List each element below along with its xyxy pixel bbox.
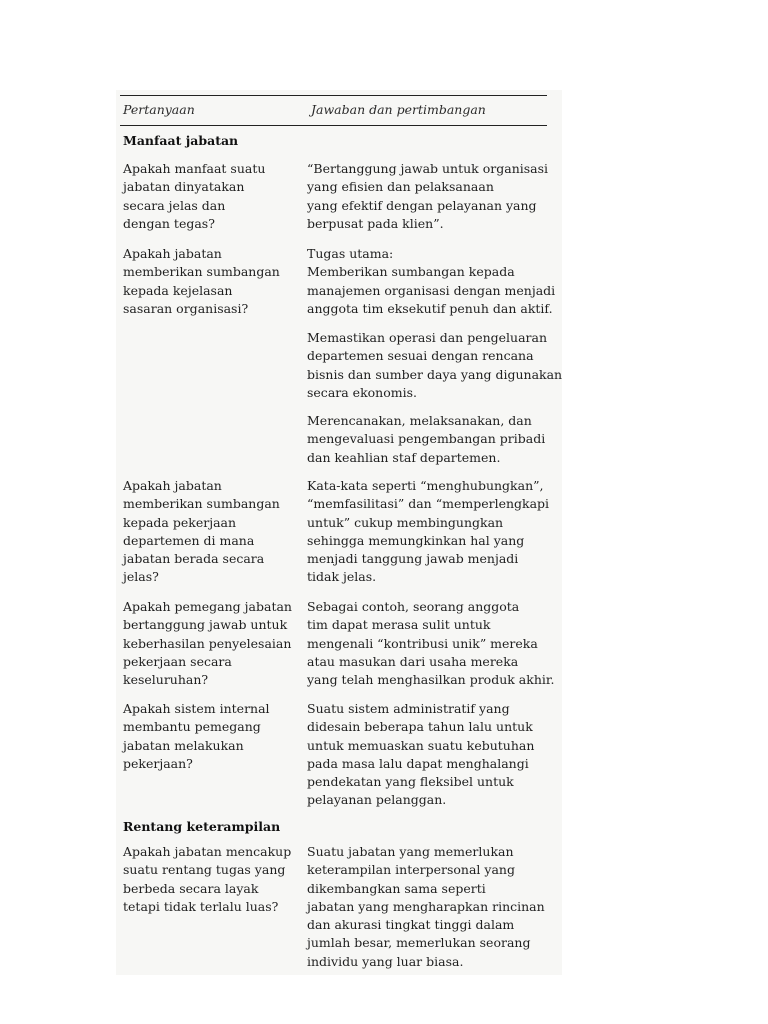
question-text: Apakah jabatan mencakup suatu rentang tugas yang berbeda secara layak tetapi tidak terlalu luas? (123, 844, 292, 914)
answer-text: Memastikan operasi dan pengeluaran departemen sesuai dengan rencana bisnis dan sumber daya yang digunakan secara ekonomis. (307, 330, 563, 400)
column-header-question: Pertanyaan (123, 102, 195, 117)
answer-text: “Bertanggung jawab untuk organisasi yang efisien dan pelaksanaan yang efektif dengan pelayanan yang berpusat pada klien”. (307, 161, 549, 231)
answer-text: Sebagai contoh, seorang anggota tim dapat merasa sulit untuk mengenali “kontribusi unik” mereka atau masukan dari usaha mereka yang telah menghasilkan produk akhir. (307, 599, 555, 688)
answer-text: Suatu jabatan yang memerlukan keterampilan interpersonal yang dikembangkan sama seperti jabatan yang mengharapkan rincinan dan akurasi tingkat tinggi dalam jumlah besar, memerlukan seorang individu yang luar biasa. (307, 844, 545, 969)
section-title: Rentang keterampilan (123, 819, 281, 834)
answer-text: Merencanakan, melaksanakan, dan mengevaluasi pengembangan pribadi dan keahlian staf departemen. (307, 413, 546, 465)
answer-text: Tugas utama: Memberikan sumbangan kepada manajemen organisasi dengan menjadi anggota tim eksekutif penuh dan aktif. (307, 246, 556, 316)
column-header-answer: Jawaban dan pertimbangan (311, 102, 486, 117)
question-text: Apakah sistem internal membantu pemegang jabatan melakukan pekerjaan? (123, 701, 270, 771)
answer-text: Kata-kata seperti “menghubungkan”, “memfasilitasi” dan “memperlengkapi untuk” cukup membingungkan sehingga memungkinkan hal yang menjadi tanggung jawab menjadi tidak jelas. (307, 478, 550, 585)
question-text: Apakah manfaat suatu jabatan dinyatakan secara jelas dan dengan tegas? (123, 161, 266, 231)
section-title: Manfaat jabatan (123, 133, 239, 148)
question-text: Apakah jabatan memberikan sumbangan kepada kejelasan sasaran organisasi? (123, 246, 280, 316)
question-text: Apakah jabatan memberikan sumbangan kepada pekerjaan departemen di mana jabatan berada secara jelas? (123, 478, 280, 585)
table-header-rule (120, 125, 547, 126)
question-text: Apakah pemegang jabatan bertanggung jawab untuk keberhasilan penyelesaian pekerjaan secara keseluruhan? (123, 599, 292, 688)
answer-text: Suatu sistem administratif yang didesain beberapa tahun lalu untuk untuk memuaskan suatu kebutuhan pada masa lalu dapat menghalangi pendekatan yang fleksibel untuk pelayanan pelanggan. (307, 701, 535, 808)
table-top-rule (120, 95, 547, 96)
